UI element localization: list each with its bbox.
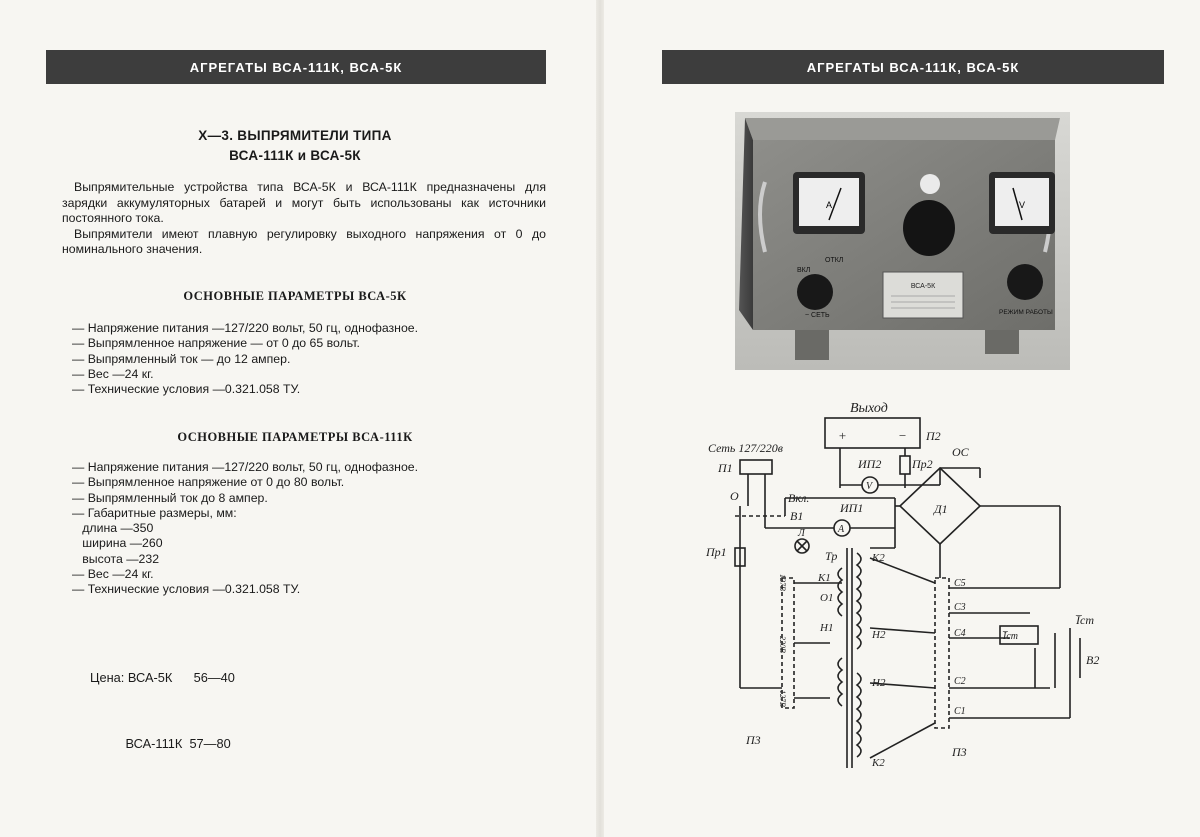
section-title-line1: X—3. ВЫПРЯМИТЕЛИ ТИПА xyxy=(198,128,392,143)
icst-switch-label: I̅ст xyxy=(1076,613,1094,627)
tap-127b-label: 127В xyxy=(778,690,787,707)
intro-paragraph-2: Выпрямители имеют плавную регулировку выходного напряжения от 0 до номинального значения. xyxy=(62,226,546,256)
list-item: — Габаритные размеры, мм: xyxy=(72,505,237,520)
left-header-text: АГРЕГАТЫ ВСА-111К, ВСА-5К xyxy=(189,59,403,75)
left-header-bar xyxy=(46,50,546,84)
params-111k-list xyxy=(72,460,552,598)
c2-label: С2 xyxy=(954,676,966,687)
list-item: — Выпрямленное напряжение от 0 до 80 вольт. xyxy=(72,475,345,490)
switch-off-label: ОТКЛ xyxy=(825,257,844,264)
list-item: — Вес —24 кг. xyxy=(72,567,154,582)
output-plus: + xyxy=(838,428,847,443)
pr1-label: Пр1 xyxy=(706,545,727,559)
b2-label: В2 xyxy=(1086,653,1100,667)
tap-127a-label: 127В xyxy=(778,574,787,591)
b1-label: В1 xyxy=(790,509,804,523)
list-item: — Выпрямленное напряжение — от 0 до 65 вольт. xyxy=(72,336,360,351)
list-item: — Технические условия —0.321.058 ТУ. xyxy=(72,582,301,597)
intro-text xyxy=(62,180,546,258)
os-label: ОС xyxy=(952,445,969,459)
mains-label: ~ СЕТЬ xyxy=(805,312,830,319)
switch-off-symbol: О xyxy=(730,489,739,503)
nameplate-text: ВСА-5К xyxy=(910,283,936,290)
ammeter-symbol: A xyxy=(838,524,845,535)
ip1-label: ИП1 xyxy=(840,501,864,515)
lamp-label: Л xyxy=(798,528,805,539)
k2b-label: К2 xyxy=(872,757,885,769)
params-5k-list xyxy=(72,321,552,397)
switch-on-symbol: Вкл. xyxy=(788,491,810,505)
price-line-1: Цена: ВСА-5К 56—40 xyxy=(90,670,235,685)
voltmeter-unit: V xyxy=(1018,200,1026,210)
icst-box-label: I̅ст xyxy=(1003,631,1018,642)
n1-label: Н1 xyxy=(820,622,834,634)
price-block xyxy=(90,623,235,799)
list-item: — Технические условия —0.321.058 ТУ. xyxy=(72,382,301,397)
n2b-label: Н2 xyxy=(872,677,886,689)
ammeter-unit: A xyxy=(825,200,833,210)
list-item: — Выпрямленный ток до 8 ампер. xyxy=(72,490,268,505)
params-5k-title: ОСНОВНЫЕ ПАРАМЕТРЫ ВСА-5К xyxy=(183,289,407,303)
mains-label: Сеть 127/220в xyxy=(708,441,783,455)
c5-label: С5 xyxy=(954,578,966,589)
switch-on-label: ВКЛ xyxy=(797,267,811,274)
output-minus: − xyxy=(898,428,907,443)
list-item: — Напряжение питания —127/220 вольт, 50 гц, однофазное. xyxy=(72,460,419,474)
list-item: — Выпрямленный ток — до 12 ампер. xyxy=(72,351,291,366)
o1-label: О1 xyxy=(820,592,834,604)
p3-left-label: П3 xyxy=(746,733,761,747)
list-item: — Напряжение питания —127/220 вольт, 50 гц, однофазное. xyxy=(72,321,419,335)
rectifier-photo xyxy=(735,112,1070,370)
section-title xyxy=(60,126,530,166)
list-item: длина —350 xyxy=(72,521,154,536)
tap-220-label: 220В xyxy=(778,636,787,653)
c1-label: С1 xyxy=(954,706,966,717)
k1a-label: К1 xyxy=(818,572,831,584)
section-title-line2: ВСА-111К и ВСА-5К xyxy=(229,148,361,163)
voltmeter-symbol: V xyxy=(866,481,873,492)
price-line-2: ВСА-111К 57—80 xyxy=(90,736,231,751)
plug-p1-label: П1 xyxy=(718,461,733,475)
intro-paragraph-1: Выпрямительные устройства типа ВСА-5К и ВСА-111К предназначены для зарядки аккумуляторных батарей и могут быть использованы как источники постоянного тока. xyxy=(62,180,546,225)
d1-label: Д1 xyxy=(934,502,948,516)
mode-label: РЕЖИМ РАБОТЫ xyxy=(999,309,1053,316)
p2-label: П2 xyxy=(926,429,941,443)
n2a-label: Н2 xyxy=(872,629,886,641)
params-111k-title: ОСНОВНЫЕ ПАРАМЕТРЫ ВСА-111К xyxy=(177,430,413,444)
output-label: Выход xyxy=(850,401,888,416)
book-gutter xyxy=(596,0,604,837)
ip2-label: ИП2 xyxy=(858,457,882,471)
tr-label: Тр xyxy=(825,549,838,563)
k2a-label: К2 xyxy=(872,552,885,564)
list-item: — Вес —24 кг. xyxy=(72,366,154,381)
right-header-bar xyxy=(662,50,1164,84)
circuit-schematic xyxy=(690,388,1110,790)
p3-right-label: П3 xyxy=(952,745,967,759)
pr2-label: Пр2 xyxy=(912,457,933,471)
list-item: ширина —260 xyxy=(72,536,163,551)
right-header-text: АГРЕГАТЫ ВСА-111К, ВСА-5К xyxy=(806,59,1020,75)
c4-label: С4 xyxy=(954,628,966,639)
c3-label: С3 xyxy=(954,602,966,613)
list-item: высота —232 xyxy=(72,551,160,566)
